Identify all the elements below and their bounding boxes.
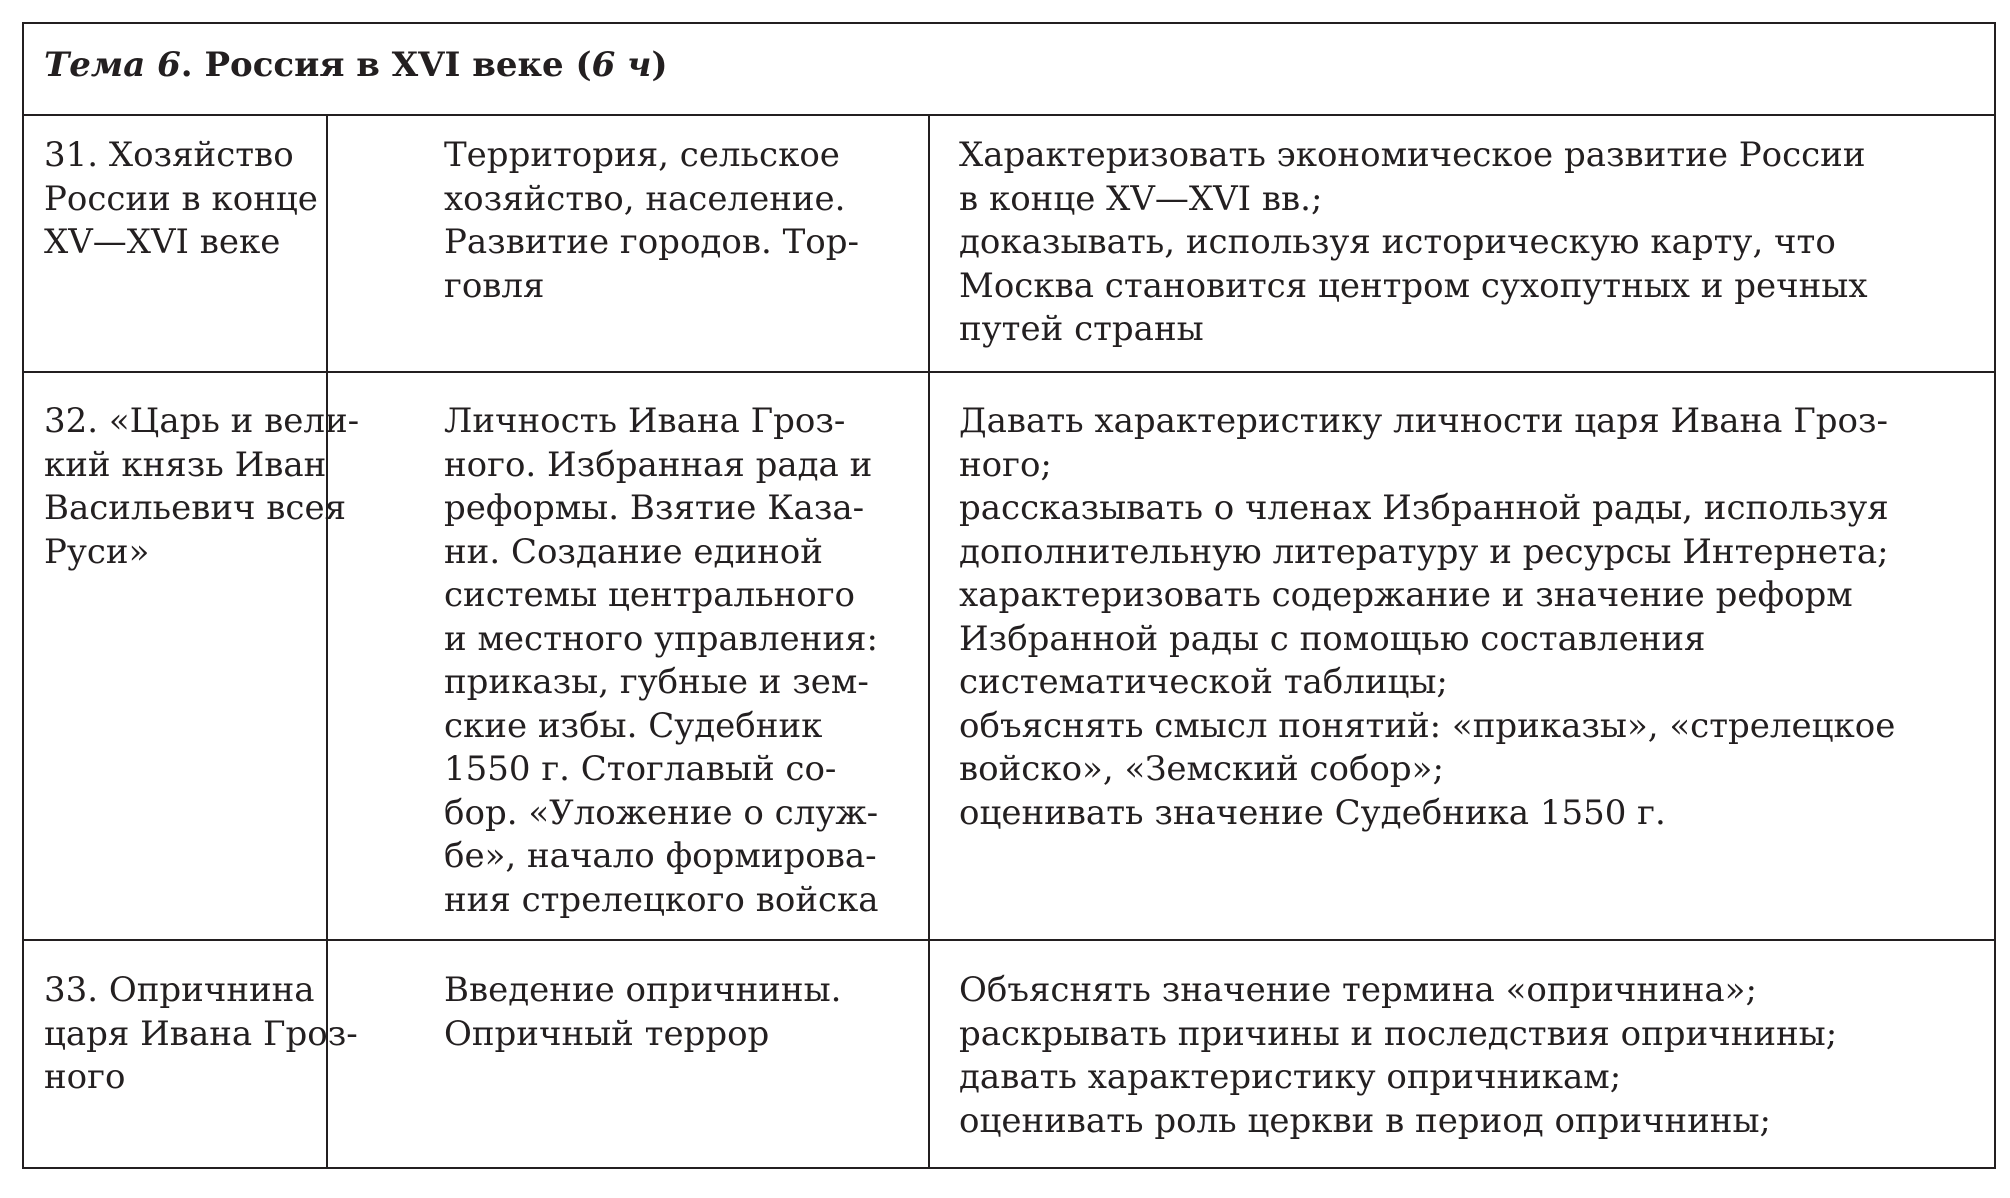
topic-label: Тема 6 [44, 45, 181, 85]
lesson-31-activities: Характеризовать экономическое развитие России в конце XV—XVI вв.; доказывать, используя историческую карту, что Москва становится центром сухопутных и речных путей страны [959, 135, 1868, 349]
row-divider-2 [24, 939, 1994, 941]
topic-separator: . [180, 45, 205, 85]
lesson-33-content: Введение опричнины. Опричный террор [444, 970, 842, 1054]
topic-title [44, 43, 668, 87]
lesson-32-content: Личность Ивана Гроз- ного. Избранная рада и реформы. Взятие Каза- ни. Создание единой системы центрального и местного управления: приказы, губные и зем- ские избы. Судебник 1550 г. Стоглавый со- бор. «Уложение о служ- бе», начало формирова- ния стрелецкого войска [444, 401, 879, 920]
lesson-32-activities: Давать характеристику личности царя Ивана Гроз- ного; рассказывать о членах Избранной рады, используя дополнительную литературу и ресурсы Интернета; характеризовать содержание и значение реформ Избранной рады с помощью составления систематической таблицы; объяснять смысл понятий: «приказы», «стрелецкое войско», «Земский собор»; оценивать значение Судебника 1550 г. [959, 401, 1896, 833]
lesson-33-title: 33. Опричнина царя Ивана Гроз- ного [44, 970, 358, 1097]
lesson-32-title: 32. «Царь и вели- кий князь Иван Васильевич всея Руси» [44, 401, 360, 572]
topic-hours-open: ( [563, 45, 592, 85]
curriculum-table [22, 22, 1996, 1169]
row-divider-1 [24, 371, 1994, 373]
topic-header-row [24, 24, 1994, 116]
lesson-31-content: Территория, сельское хозяйство, население. Развитие городов. Тор- говля [444, 135, 859, 306]
lesson-31-title: 31. Хозяйство России в конце XV—XVI веке [44, 135, 318, 262]
topic-hours: 6 ч [591, 45, 652, 85]
topic-name: Россия в XVI веке [204, 45, 564, 85]
topic-hours-close: ) [651, 45, 668, 85]
lesson-33-activities: Объяснять значение термина «опричнина»; раскрывать причины и последствия опричнины; давать характеристику опричникам; оценивать роль церкви в период опричнины; [959, 970, 1838, 1141]
